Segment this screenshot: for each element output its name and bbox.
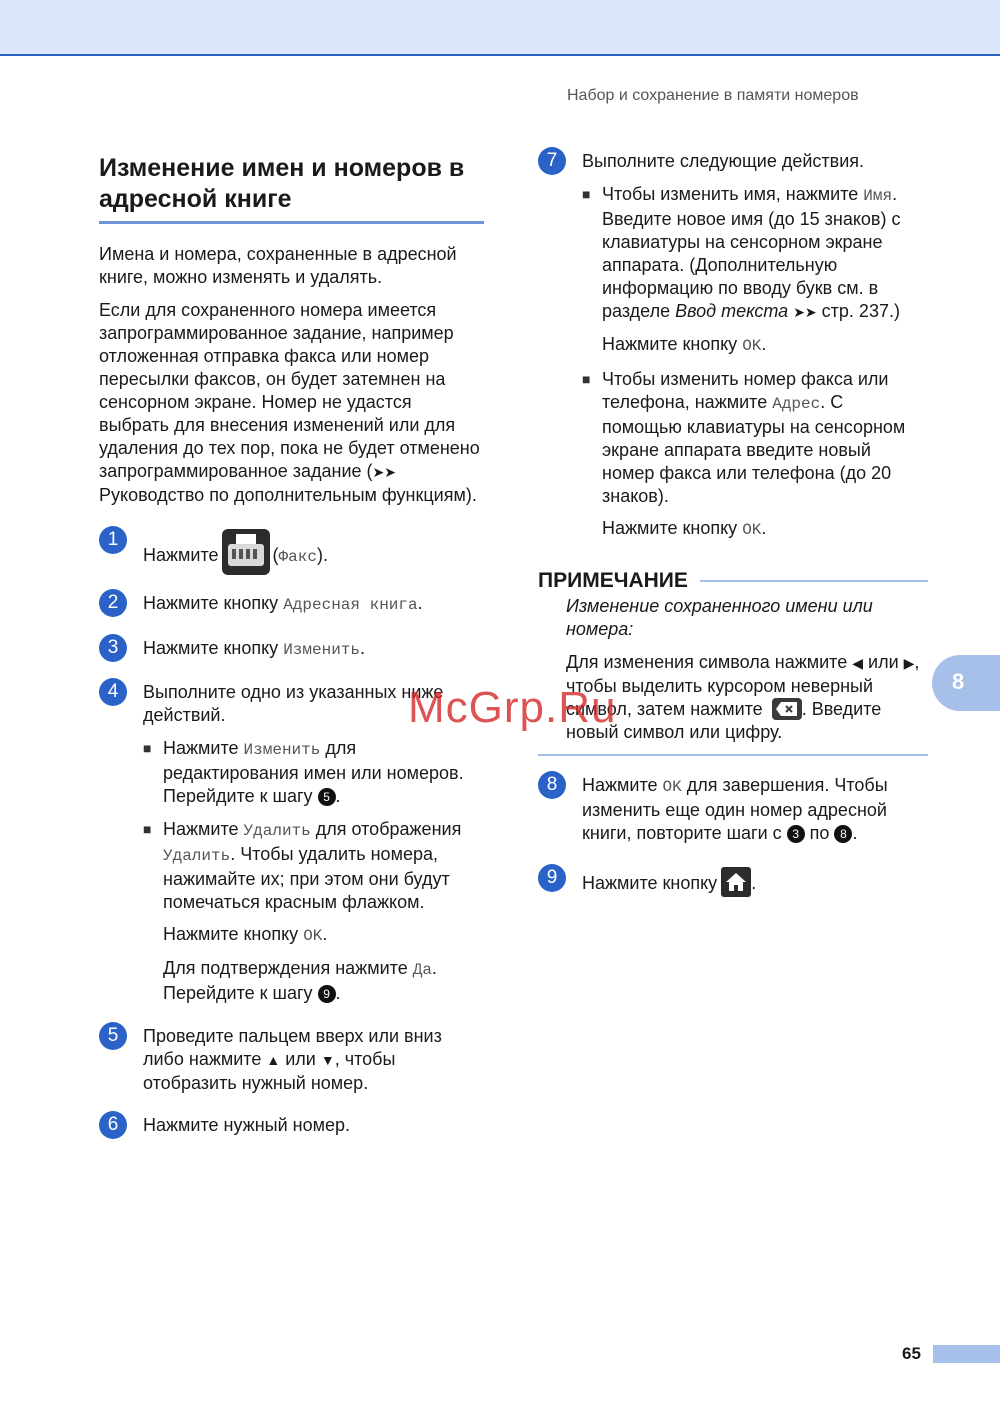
step-6: 6 Нажмите нужный номер. [99,1114,484,1137]
step-8: 8 Нажмите OK для завершения. Чтобы изменить еще один номер адресной книги, повторите шаги с 3 по 8 . [538,774,928,845]
step-4-option-delete: ■ Нажмите Удалить для отображения Удалить. Чтобы удалить номера, нажимайте их; при этом они будут помечаться красным флажком. [143,818,484,914]
step-9: 9 Нажмите кнопку . [538,867,928,897]
left-column [99,153,484,1137]
step-ref: 5 [318,788,336,806]
intro-paragraph-1: Имена и номера, сохраненные в адресной книге, можно изменять и удалять. [99,244,457,287]
note-title: ПРИМЕЧАНИЕ [538,568,700,594]
down-arrow-icon: ▼ [320,1052,335,1068]
watermark: McGrp.Ru [408,683,617,732]
step-number: 8 [538,771,566,799]
backspace-icon [772,698,802,720]
note-text: Для изменения символа нажмите ◀ или ▶, чтобы выделить курсором неверный символ, затем нажмите . Введите новый символ или цифру. [566,652,920,742]
press-ok-paragraph: Нажмите кнопку OK. [163,924,328,945]
step-number: 9 [538,864,566,892]
fax-icon [222,529,270,575]
step-ref: 8 [834,825,852,843]
step-number: 6 [99,1111,127,1139]
step-number: 3 [99,634,127,662]
double-arrow-icon: ➤➤ [793,304,817,320]
up-arrow-icon: ▲ [266,1052,281,1068]
step-7: 7 Выполните следующие действия. ■ Чтобы изменить имя, нажмите Имя. Введите новое имя (до 15 знаков) с клавиатуры на сенсорном экране аппарата. (Дополнительную информацию по вводу букв см. в разделе Ввод текста ➤➤ стр. 237.) Нажмите кнопку OK. ■ Чтобы изменить номер факса или телефона, нажмите Адрес. С помощью клавиатуры на сенсорном экране аппарата введите новый номер факса или телефона (до 20 знаков). Нажмите кнопку OK. [538,150,928,542]
page-number: 65 [902,1344,921,1363]
running-header: Набор и сохранение в памяти номеров [567,87,859,104]
step-ref: 9 [318,985,336,1003]
intro-paragraph-2: Если для сохраненного номера имеется запрограммированное задание, например отложенная отправка факса или номер пересылки факсов, он будет затемнен на сенсорном экране. Номер не удастся выбрать для внесения изменений или для удаления до тех пор, пока не будет отменено запрограммированное задание (➤➤ Руководство по дополнительным функциям). [99,300,480,505]
section-title: Изменение имен и номеров в адресной книге [99,153,484,224]
right-column [538,150,928,897]
address-book-key: Адресная книга [283,596,418,614]
step-2: 2 Нажмите кнопку Адресная книга. [99,592,484,617]
step-3: 3 Нажмите кнопку Изменить. [99,637,484,662]
edit-key: Изменить [283,641,360,659]
step-4: 4 Выполните одно из указанных ниже действий. ■ Нажмите Изменить для редактирования имен или номеров. Перейдите к шагу 5 . ■ Нажмите Удалить для отображения Удалить. Чтобы удалить номера, нажимайте их; при этом они будут помечаться красным флажком. Нажмите кнопку OK. Для подтверждения нажмите Да. Перейдите к шагу 9 . [99,681,484,1005]
double-arrow-icon: ➤➤ [372,464,396,480]
confirm-paragraph: Для подтверждения нажмите Да. Перейдите к шагу 9 . [163,958,437,1003]
note-subtitle: Изменение сохраненного имени или номера: [566,596,873,639]
step-number: 7 [538,147,566,175]
right-arrow-icon: ▶ [903,655,915,671]
step-number: 2 [99,589,127,617]
fax-key: Факс [278,548,317,566]
step-ref: 3 [787,825,805,843]
step-5: 5 Проведите пальцем вверх или вниз либо нажмите ▲ или ▼, чтобы отобразить нужный номер. [99,1025,484,1095]
top-band [0,0,1000,56]
chapter-number: 8 [952,669,965,694]
step-number: 1 [99,526,127,554]
step-number: 4 [99,678,127,706]
step-1: 1 Нажмите (Факс). [99,529,484,575]
left-arrow-icon: ◀ [852,655,864,671]
step-7-option-number: ■ Чтобы изменить номер факса или телефона, нажмите Адрес. С помощью клавиатуры на сенсорном экране аппарата введите новый номер факса или телефона (до 20 знаков). [582,368,928,508]
step-number: 5 [99,1022,127,1050]
home-icon [721,867,751,897]
text-entry-link[interactable]: Ввод текста [675,301,789,321]
press-ok-paragraph: Нажмите кнопку OK. [602,518,767,539]
press-ok-paragraph: Нажмите кнопку OK. [602,334,767,355]
step-7-option-name: ■ Чтобы изменить имя, нажмите Имя. Введите новое имя (до 15 знаков) с клавиатуры на сенсорном экране аппарата. (Дополнительную информацию по вводу букв см. в разделе Ввод текста ➤➤ стр. 237.) [582,183,928,324]
chapter-tab [932,655,1000,711]
step-4-option-edit: ■ Нажмите Изменить для редактирования имен или номеров. Перейдите к шагу 5 . [143,737,484,808]
footer-bar [933,1345,1000,1363]
